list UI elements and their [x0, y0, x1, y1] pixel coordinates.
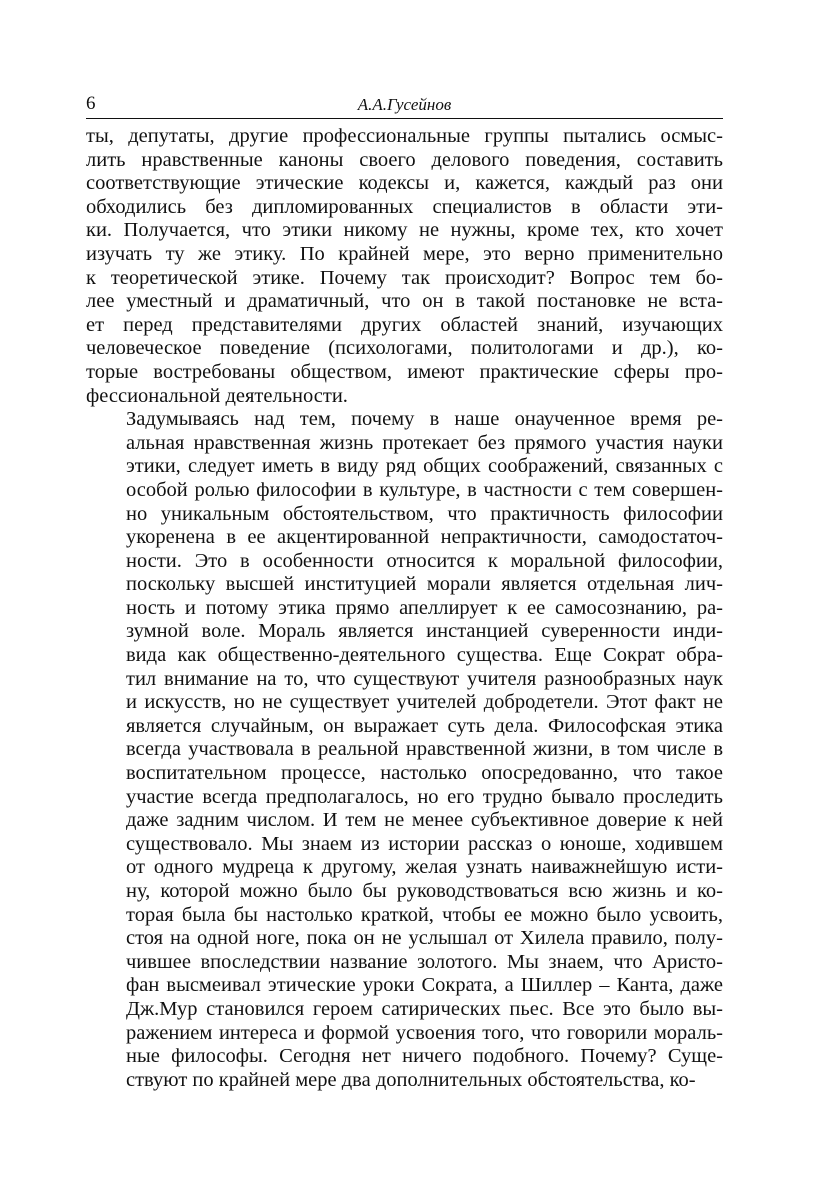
text-line: вида как общественно-деятельного существа. Еще Сократ обра-: [126, 644, 723, 667]
text-line: ну, которой можно было бы руководствоваться всю жизнь и ко-: [126, 880, 723, 902]
text-line: Задумываясь над тем, почему в наше онаученное время ре-: [126, 408, 723, 431]
text-line: особой ролью философии в культуре, в частности с тем совершен-: [126, 478, 723, 501]
running-head-author: А.А.Гусейнов: [357, 95, 452, 114]
text-line: к теоретической этике. Почему так происходит? Вопрос тем бо-: [86, 266, 723, 289]
text-line: даже задним числом. И тем не менее субъективное доверие к ней: [126, 809, 723, 832]
book-page: [86, 90, 723, 1092]
text-line: ствуют по крайней мере два дополнительных обстоятельства, ко-: [126, 1068, 696, 1091]
text-line: зумной воле. Мораль является инстанцией суверенности инди-: [126, 620, 723, 643]
text-line: фессиональной деятельности.: [86, 384, 348, 407]
text-line: ет перед представителями других областей знаний, изучающих: [86, 313, 723, 336]
text-line: но уникальным обстоятельством, что практичность философии: [126, 502, 723, 525]
text-line: стоя на одной ноге, пока он не услышал от Хилела правило, полу-: [126, 927, 723, 950]
text-line: ки. Получается, что этики никому не нужны, кроме тех, кто хочет: [86, 219, 723, 242]
text-line: ные философы. Сегодня нет ничего подобного. Почему? Суще-: [126, 1045, 723, 1068]
text-line: чившее впоследствии название золотого. Мы знаем, что Аристо-: [126, 950, 723, 973]
running-header: [86, 90, 723, 119]
text-line: тил внимание на то, что существуют учителя разнообразных наук: [126, 667, 723, 690]
text-line: поскольку высшей институцией морали является отдельная лич-: [126, 573, 723, 596]
text-line: торые востребованы обществом, имеют практические сферы про-: [86, 360, 723, 383]
text-line: лить нравственные каноны своего делового поведения, составить: [86, 148, 723, 171]
text-line: обходились без дипломированных специалистов в области эти-: [86, 195, 723, 218]
text-line: воспитательном процессе, настолько опосредованно, что такое: [126, 762, 723, 785]
text-line: от одного мудреца к другому, желая узнать наиважнейшую исти-: [126, 856, 723, 879]
text-line: всегда участвовала в реальной нравственной жизни, в том числе в: [126, 738, 723, 761]
text-line: ности. Это в особенности относится к моральной философии,: [126, 549, 723, 572]
text-line: ность и потому этика прямо апеллирует к ее самосознанию, ра-: [126, 596, 723, 619]
text-line: Дж.Мур становился героем сатирических пьес. Все это было вы-: [126, 997, 723, 1020]
text-line: является случайным, он выражает суть дела. Философская этика: [126, 714, 723, 737]
text-line: укоренена в ее акцентированной непрактичности, самодостаточ-: [126, 526, 723, 549]
text-line: торая была бы настолько краткой, чтобы ее можно было усвоить,: [126, 903, 723, 926]
text-line: лее уместный и драматичный, что он в такой постановке не вста-: [86, 290, 723, 313]
text-line: участие всегда предполагалось, но его трудно бывало проследить: [126, 785, 723, 808]
text-line: этики, следует иметь в виду ряд общих соображений, связанных с: [126, 455, 723, 478]
text-line: существовало. Мы знаем из истории рассказ о юноше, ходившем: [126, 832, 723, 855]
text-line: альная нравственная жизнь протекает без прямого участия науки: [126, 431, 723, 454]
text-line: фан высмеивал этические уроки Сократа, а Шиллер – Канта, даже: [126, 974, 723, 997]
page-number: 6: [86, 93, 96, 114]
paragraph: [86, 408, 723, 1092]
text-line: ражением интереса и формой усвоения того, что говорили мораль-: [126, 1021, 723, 1044]
text-line: соответствующие этические кодексы и, кажется, каждый раз они: [86, 172, 723, 195]
text-line: человеческое поведение (психологами, политологами и др.), ко-: [86, 337, 723, 360]
text-line: и искусств, но не существует учителей добродетели. Этот факт не: [126, 691, 723, 714]
paragraph: [86, 125, 723, 408]
text-line: ты, депутаты, другие профессиональные группы пытались осмыс-: [86, 125, 723, 147]
text-line: изучать ту же этику. По крайней мере, это верно применительно: [86, 242, 723, 265]
body-text: [86, 125, 723, 1092]
